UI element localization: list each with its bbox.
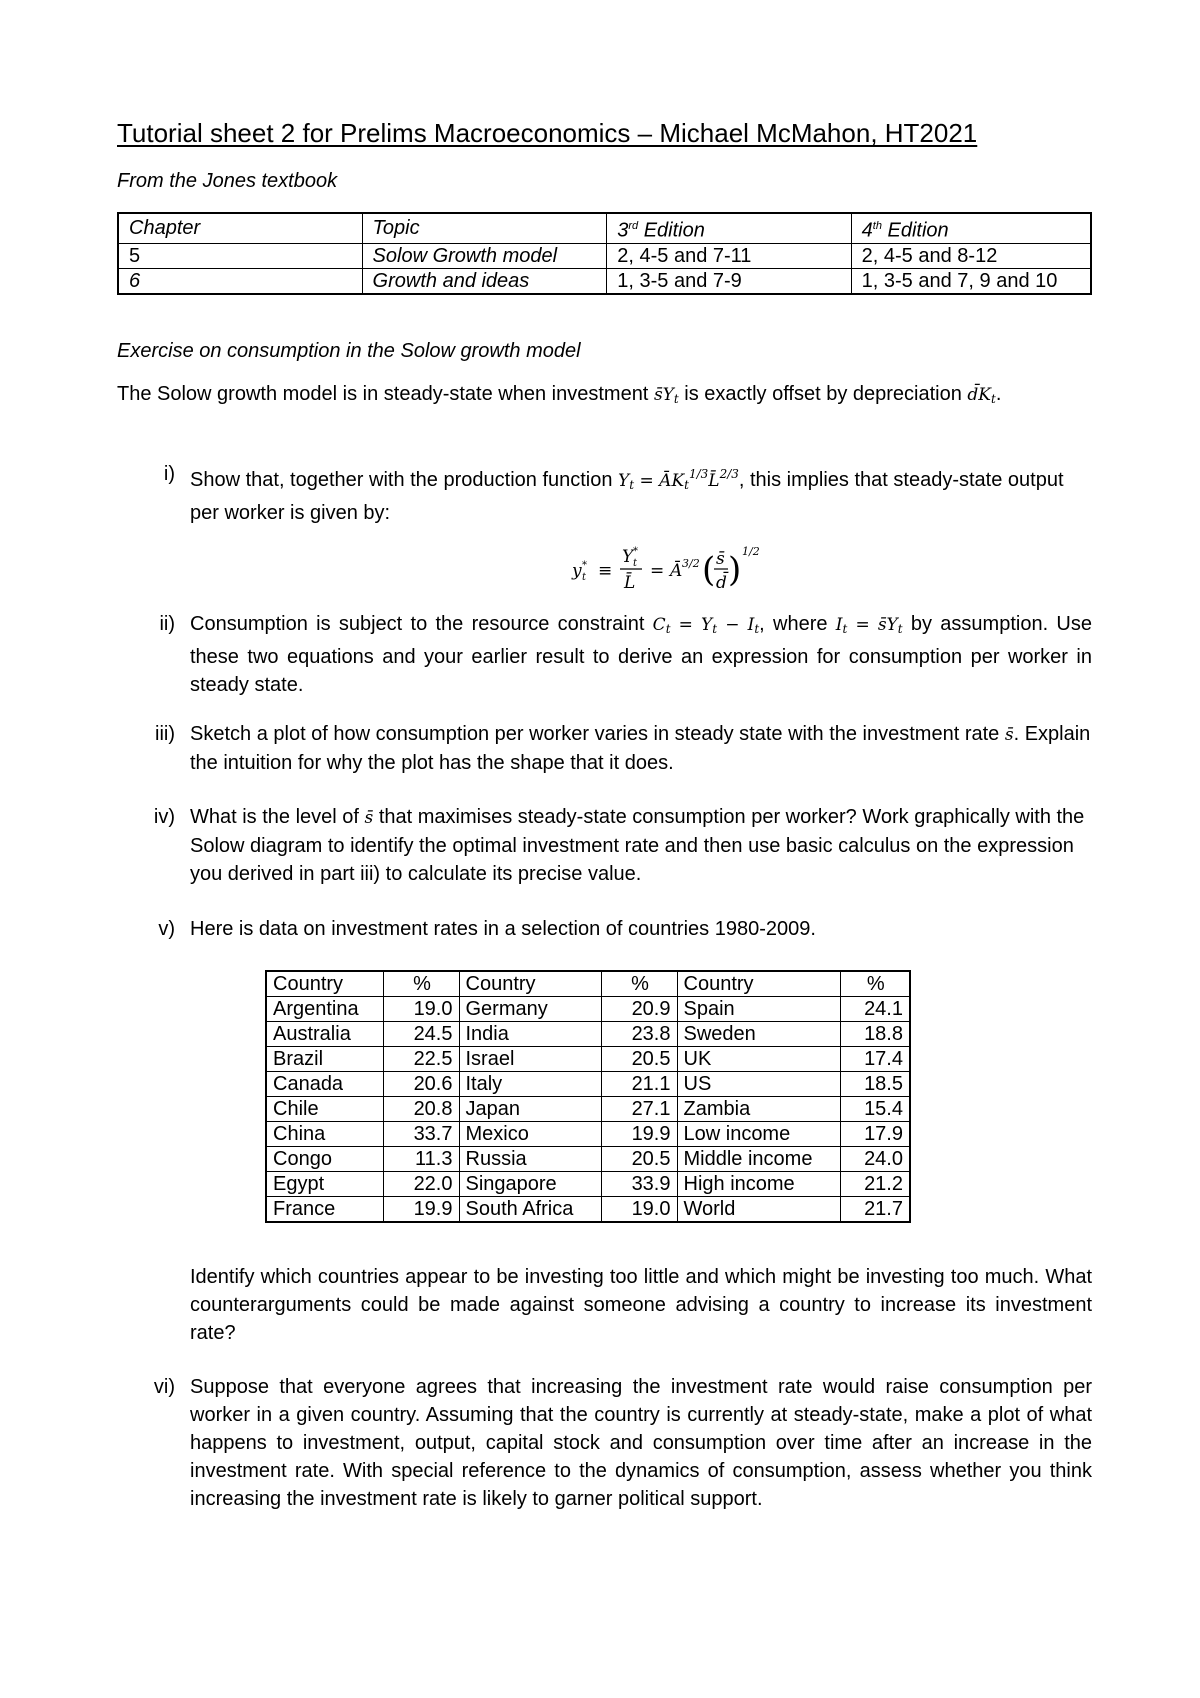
- page-title: Tutorial sheet 2 for Prelims Macroeconomics – Michael McMahon, HT2021: [117, 118, 978, 148]
- svg-text:Y: Y: [622, 547, 634, 567]
- question-number: vi): [153, 1376, 175, 1398]
- svg-text:=: =: [650, 561, 665, 581]
- table-cell: Brazil: [266, 1047, 383, 1072]
- table-cell: High income: [677, 1172, 840, 1197]
- investment-rates-table: [265, 970, 911, 1223]
- table-cell: 20.9: [601, 997, 677, 1022]
- table-cell: 2, 4-5 and 7-11: [607, 243, 851, 268]
- table-cell: 19.9: [601, 1122, 677, 1147]
- question-number: ii): [159, 613, 175, 635]
- question-text: Sketch a plot of how consumption per worker varies in steady state with the investment rate s̄. Explain the intuition for why the plot has the shape that it does.: [190, 723, 1091, 774]
- table-cell: Chile: [266, 1097, 383, 1122]
- svg-text:(: (: [702, 550, 716, 590]
- table-cell: 2, 4-5 and 8-12: [851, 243, 1091, 268]
- table-cell: 20.5: [601, 1147, 677, 1172]
- question-v-followup: Identify which countries appear to be investing too little and which might be investing too much. What counterarguments could be made against someone advising a country to increase its investment rate?: [190, 1266, 1092, 1344]
- svg-text:*: *: [582, 560, 587, 571]
- table-cell: 20.6: [383, 1072, 459, 1097]
- table-cell: 20.5: [601, 1047, 677, 1072]
- table-cell: Sweden: [677, 1022, 840, 1047]
- question-number: iv): [153, 806, 175, 828]
- table-cell: Japan: [459, 1097, 601, 1122]
- svg-text:≡: ≡: [598, 561, 613, 581]
- table-cell: Low income: [677, 1122, 840, 1147]
- table-row: [118, 268, 1091, 294]
- table-cell: 18.8: [840, 1022, 910, 1047]
- intro-paragraph: The Solow growth model is in steady-state when investment s̄Yt is exactly offset by depreciation d̄Kt.: [117, 383, 1002, 406]
- table-cell: 23.8: [601, 1022, 677, 1047]
- header-cell: Topic: [362, 213, 607, 243]
- header-cell: %: [383, 971, 459, 997]
- svg-text:Ā: Ā: [670, 561, 683, 581]
- question-text: Here is data on investment rates in a selection of countries 1980-2009.: [190, 918, 816, 940]
- table-cell: 24.1: [840, 997, 910, 1022]
- table-row: [266, 1022, 910, 1047]
- table-cell: Mexico: [459, 1122, 601, 1147]
- table-cell: US: [677, 1072, 840, 1097]
- table-cell: Congo: [266, 1147, 383, 1172]
- table-cell: Growth and ideas: [362, 268, 607, 294]
- subtitle: From the Jones textbook: [117, 170, 338, 192]
- table-cell: Solow Growth model: [362, 243, 607, 268]
- table-cell: 5: [118, 243, 362, 268]
- table-cell: 17.4: [840, 1047, 910, 1072]
- header-cell: %: [601, 971, 677, 997]
- table-cell: Germany: [459, 997, 601, 1022]
- table-cell: 20.8: [383, 1097, 459, 1122]
- table-cell: France: [266, 1197, 383, 1223]
- table-cell: UK: [677, 1047, 840, 1072]
- table-cell: Singapore: [459, 1172, 601, 1197]
- table-cell: 21.2: [840, 1172, 910, 1197]
- table-cell: 22.0: [383, 1172, 459, 1197]
- table-cell: 24.5: [383, 1022, 459, 1047]
- table-cell: 24.0: [840, 1147, 910, 1172]
- table-cell: 19.9: [383, 1197, 459, 1223]
- header-cell: 3rd Edition: [607, 213, 851, 243]
- svg-text:d̄: d̄: [716, 573, 727, 593]
- question-number: v): [158, 918, 175, 940]
- question-number: i): [163, 463, 175, 485]
- svg-text:*: *: [633, 546, 638, 557]
- question-text: Suppose that everyone agrees that increasing the investment rate would raise consumption per worker in a given country. Assuming that the country is currently at steady-state, make a plot of what happens to investment, output, capital stock and consumption over time after an increase in the investment rate. With special reference to the dynamics of consumption, assess whether you think increasing the investment rate is likely to garner political support.: [190, 1376, 1092, 1510]
- table-cell: 21.7: [840, 1197, 910, 1223]
- question-text: What is the level of s̄ that maximises steady-state consumption per worker? Work graphically with the Solow diagram to identify the optimal investment rate and then use basic calculus on the expression you derived in part iii) to calculate its precise value.: [190, 806, 1085, 885]
- steady-state-output-equation: [570, 540, 790, 600]
- svg-text:L̄: L̄: [624, 573, 636, 593]
- header-cell: Chapter: [118, 213, 362, 243]
- table-cell: Argentina: [266, 997, 383, 1022]
- table-cell: 22.5: [383, 1047, 459, 1072]
- question-text: Consumption is subject to the resource constraint Ct = Yt − It, where It = s̄Yt by assumption. Use these two equations and your earlier result to derive an expression for consumption per worker in steady state.: [190, 613, 1092, 696]
- svg-text:t: t: [582, 572, 587, 583]
- svg-text:s̄: s̄: [716, 549, 725, 569]
- table-cell: Spain: [677, 997, 840, 1022]
- table-header-row: [266, 971, 910, 997]
- table-cell: 19.0: [383, 997, 459, 1022]
- header-cell: 4th Edition: [851, 213, 1091, 243]
- exercise-title: Exercise on consumption in the Solow growth model: [117, 340, 581, 362]
- table-header-row: [118, 213, 1091, 243]
- svg-text:t: t: [633, 558, 638, 569]
- table-cell: 17.9: [840, 1122, 910, 1147]
- header-cell: Country: [266, 971, 383, 997]
- table-row: [266, 1097, 910, 1122]
- table-row: [266, 1047, 910, 1072]
- table-cell: 15.4: [840, 1097, 910, 1122]
- table-row: [266, 1172, 910, 1197]
- table-cell: Italy: [459, 1072, 601, 1097]
- table-row: [266, 997, 910, 1022]
- svg-text:3/2: 3/2: [682, 557, 700, 570]
- table-cell: Zambia: [677, 1097, 840, 1122]
- table-cell: Canada: [266, 1072, 383, 1097]
- table-cell: 19.0: [601, 1197, 677, 1223]
- table-cell: 6: [118, 268, 362, 294]
- table-cell: 33.9: [601, 1172, 677, 1197]
- table-cell: 11.3: [383, 1147, 459, 1172]
- svg-text:1/2: 1/2: [742, 545, 760, 558]
- header-cell: Country: [459, 971, 601, 997]
- table-cell: South Africa: [459, 1197, 601, 1223]
- svg-text:): ): [728, 550, 742, 590]
- table-cell: World: [677, 1197, 840, 1223]
- header-cell: Country: [677, 971, 840, 997]
- question-number: iii): [155, 723, 175, 745]
- table-cell: 1, 3-5 and 7-9: [607, 268, 851, 294]
- table-row: [118, 243, 1091, 268]
- table-cell: China: [266, 1122, 383, 1147]
- table-cell: Russia: [459, 1147, 601, 1172]
- table-cell: Egypt: [266, 1172, 383, 1197]
- table-cell: 18.5: [840, 1072, 910, 1097]
- table-cell: 21.1: [601, 1072, 677, 1097]
- table-cell: India: [459, 1022, 601, 1047]
- textbook-table: [117, 212, 1092, 295]
- svg-text:y: y: [572, 561, 582, 581]
- header-cell: %: [840, 971, 910, 997]
- table-cell: Israel: [459, 1047, 601, 1072]
- table-cell: 1, 3-5 and 7, 9 and 10: [851, 268, 1091, 294]
- question-text: Show that, together with the production function Yt = ĀKt$^{1/3}$L̄$^{2/3}$, this implies that steady-state output per worker is given by:: [190, 467, 1064, 524]
- table-row: [266, 1147, 910, 1172]
- table-row: [266, 1072, 910, 1097]
- table-row: [266, 1122, 910, 1147]
- table-cell: 27.1: [601, 1097, 677, 1122]
- table-cell: Middle income: [677, 1147, 840, 1172]
- table-row: [266, 1197, 910, 1223]
- table-cell: 33.7: [383, 1122, 459, 1147]
- table-cell: Australia: [266, 1022, 383, 1047]
